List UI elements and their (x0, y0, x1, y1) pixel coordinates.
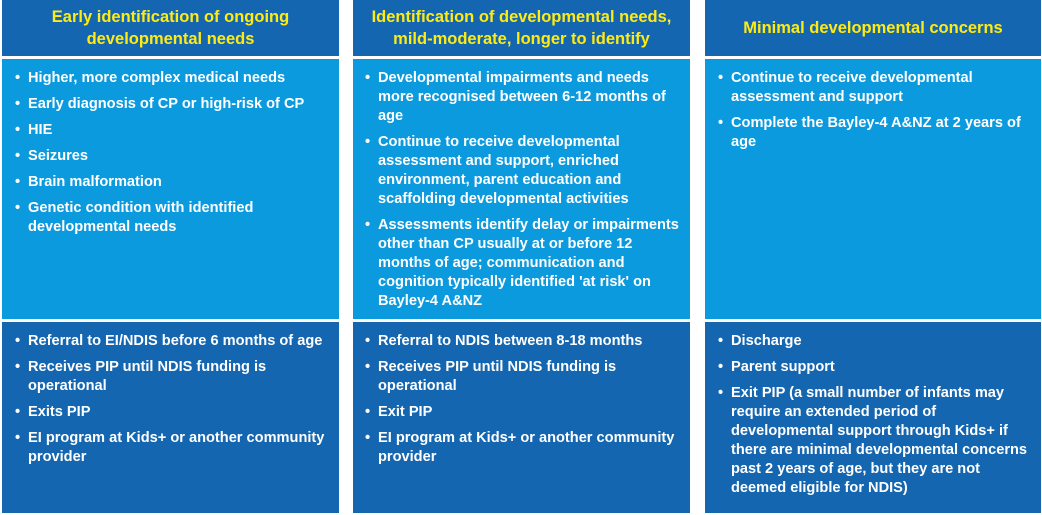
list-item: • Receives PIP until NDIS funding is operational (378, 358, 684, 396)
list-item: • Developmental impairments and needs more recognised between 6-12 months of age (378, 69, 684, 126)
column-mild-moderate-needs (353, 0, 690, 513)
list-item: • Continue to receive developmental assessment and support, enriched environment, parent education and scaffolding developmental activities (378, 133, 684, 209)
list-item: • Referral to NDIS between 8-18 months (378, 332, 684, 351)
column-early-identification (2, 0, 339, 513)
outcomes-panel (705, 322, 1041, 513)
column-header: Early identification of ongoing developmental needs (2, 0, 339, 56)
outcomes-list (705, 322, 1041, 498)
list-item: • Early diagnosis of CP or high-risk of CP (28, 95, 333, 114)
list-item: • Continue to receive developmental assessment and support (731, 69, 1035, 107)
column-minimal-concerns (705, 0, 1041, 513)
list-item: • Receives PIP until NDIS funding is operational (28, 358, 333, 396)
list-item: • Exits PIP (28, 403, 333, 422)
outcomes-list (353, 322, 690, 467)
characteristics-list (2, 59, 339, 237)
column-header: Identification of developmental needs, mild-moderate, longer to identify (353, 0, 690, 56)
list-item: • Brain malformation (28, 173, 333, 192)
outcomes-list (2, 322, 339, 467)
list-item: • Referral to EI/NDIS before 6 months of age (28, 332, 333, 351)
characteristics-panel (353, 59, 690, 319)
outcomes-panel (353, 322, 690, 513)
list-item: • Complete the Bayley-4 A&NZ at 2 years of age (731, 114, 1035, 152)
list-item: • Discharge (731, 332, 1035, 351)
list-item: • EI program at Kids+ or another community provider (28, 429, 333, 467)
list-item: • Parent support (731, 358, 1035, 377)
list-item: • Seizures (28, 147, 333, 166)
outcomes-panel (2, 322, 339, 513)
characteristics-panel (705, 59, 1041, 319)
list-item: • Higher, more complex medical needs (28, 69, 333, 88)
list-item: • Exit PIP (378, 403, 684, 422)
list-item: • Genetic condition with identified developmental needs (28, 199, 333, 237)
list-item: • HIE (28, 121, 333, 140)
characteristics-list (705, 59, 1041, 152)
characteristics-panel (2, 59, 339, 319)
characteristics-list (353, 59, 690, 311)
column-header: Minimal developmental concerns (705, 0, 1041, 56)
list-item: • Assessments identify delay or impairments other than CP usually at or before 12 months of age; communication and cognition typically identified 'at risk' on Bayley-4 A&NZ (378, 216, 684, 311)
list-item: • EI program at Kids+ or another community provider (378, 429, 684, 467)
list-item: • Exit PIP (a small number of infants may require an extended period of developmental support through Kids+ if there are minimal developmental concerns past 2 years of age, but they are not deemed eligible for NDIS) (731, 384, 1035, 498)
